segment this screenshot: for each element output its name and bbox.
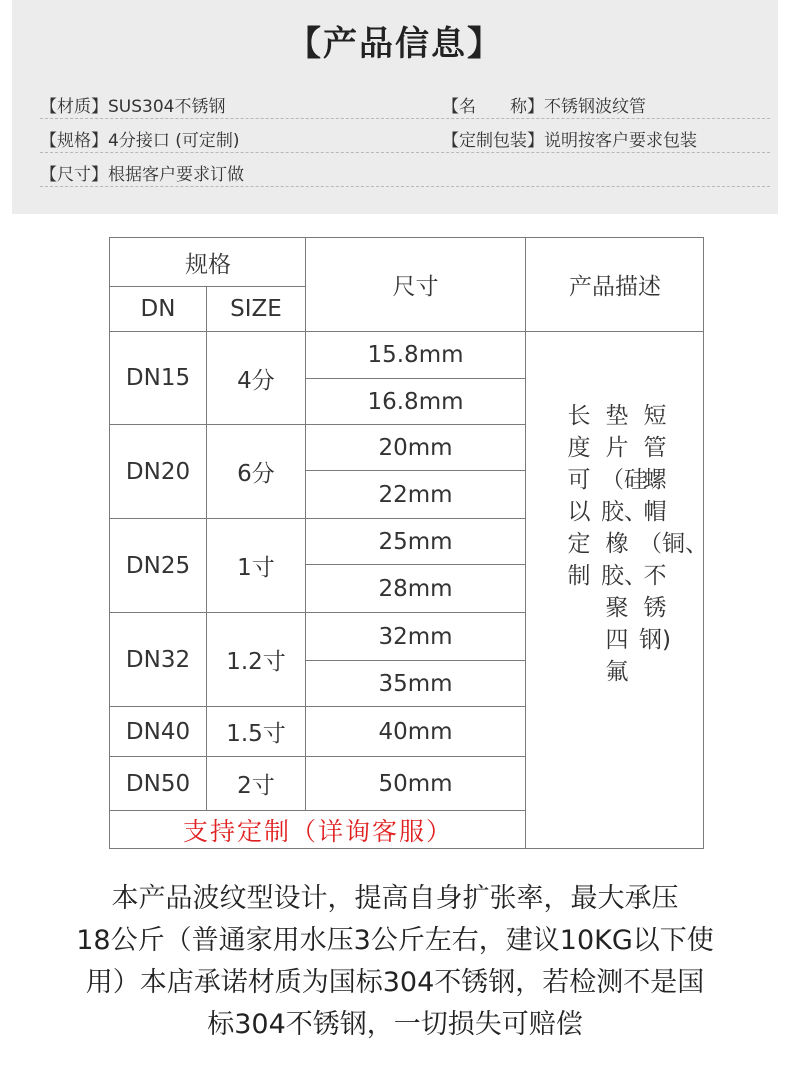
info-size: 【尺寸】根据客户要求订做: [40, 165, 244, 185]
product-description: [563, 400, 708, 730]
info-spec: 【规格】4分接口 (可定制): [40, 131, 240, 151]
custom-support-note: 支持定制（详询客服）: [182, 817, 453, 846]
row-dimension: 28mm: [378, 575, 453, 602]
row-dimension: 25mm: [378, 528, 453, 555]
row-size: 1.2寸: [226, 649, 286, 675]
header-description: 产品描述: [569, 274, 661, 300]
row-dimension: 16.8mm: [367, 388, 464, 415]
info-title: 【产品信息】: [287, 24, 503, 64]
header-dn: DN: [140, 296, 176, 322]
row-size: 1.5寸: [226, 721, 286, 747]
info-name: 【名 称】不锈钢波纹管: [442, 97, 646, 117]
info-row-spec: [40, 122, 770, 153]
row-size: 2寸: [237, 773, 275, 799]
row-dimension: 35mm: [378, 670, 453, 697]
row-size: 4分: [237, 367, 275, 394]
row-dimension: 40mm: [378, 718, 453, 745]
row-size: 1寸: [237, 555, 275, 581]
row-size: 6分: [237, 461, 275, 487]
row-dn: DN32: [125, 646, 191, 673]
row-dn: DN25: [125, 552, 191, 579]
footnote-line: 标304不锈钢，一切损失可赔偿: [207, 1009, 583, 1040]
header-dimension: 尺寸: [392, 274, 439, 300]
footnote-line: 本产品波纹型设计，提高自身扩张率，最大承压: [111, 883, 679, 914]
info-material: 【材质】SUS304不锈钢: [40, 97, 226, 117]
row-dn: DN15: [125, 365, 191, 391]
row-dimension: 22mm: [378, 481, 453, 508]
info-row-size: [40, 156, 770, 187]
info-package: 【定制包装】说明按客户要求包装: [442, 131, 697, 151]
product-info-panel: [12, 0, 778, 214]
row-dimension: 50mm: [378, 770, 453, 797]
footnote-line: 18公斤（普通家用水压3公斤左右，建议10KG以下使: [76, 925, 714, 956]
row-dimension: 20mm: [378, 434, 453, 461]
row-dn: DN40: [125, 718, 191, 745]
description-column: 长度可以定制: [567, 403, 591, 589]
header-size: SIZE: [230, 296, 282, 322]
info-row-material: [40, 88, 770, 119]
description-column: 垫片（硅胶、橡胶、聚四氟: [601, 403, 647, 685]
header-spec: 规格: [185, 251, 231, 278]
description-column: 短管螺帽（铜、不锈钢): [639, 403, 708, 653]
footnote-line: 用）本店承诺材质为国标304不锈钢，若检测不是国: [85, 967, 705, 998]
row-dimension: 32mm: [378, 623, 453, 650]
row-dn: DN50: [125, 770, 191, 797]
product-footnote: [30, 878, 760, 1046]
row-dimension: 15.8mm: [367, 342, 464, 368]
row-dn: DN20: [125, 458, 191, 485]
